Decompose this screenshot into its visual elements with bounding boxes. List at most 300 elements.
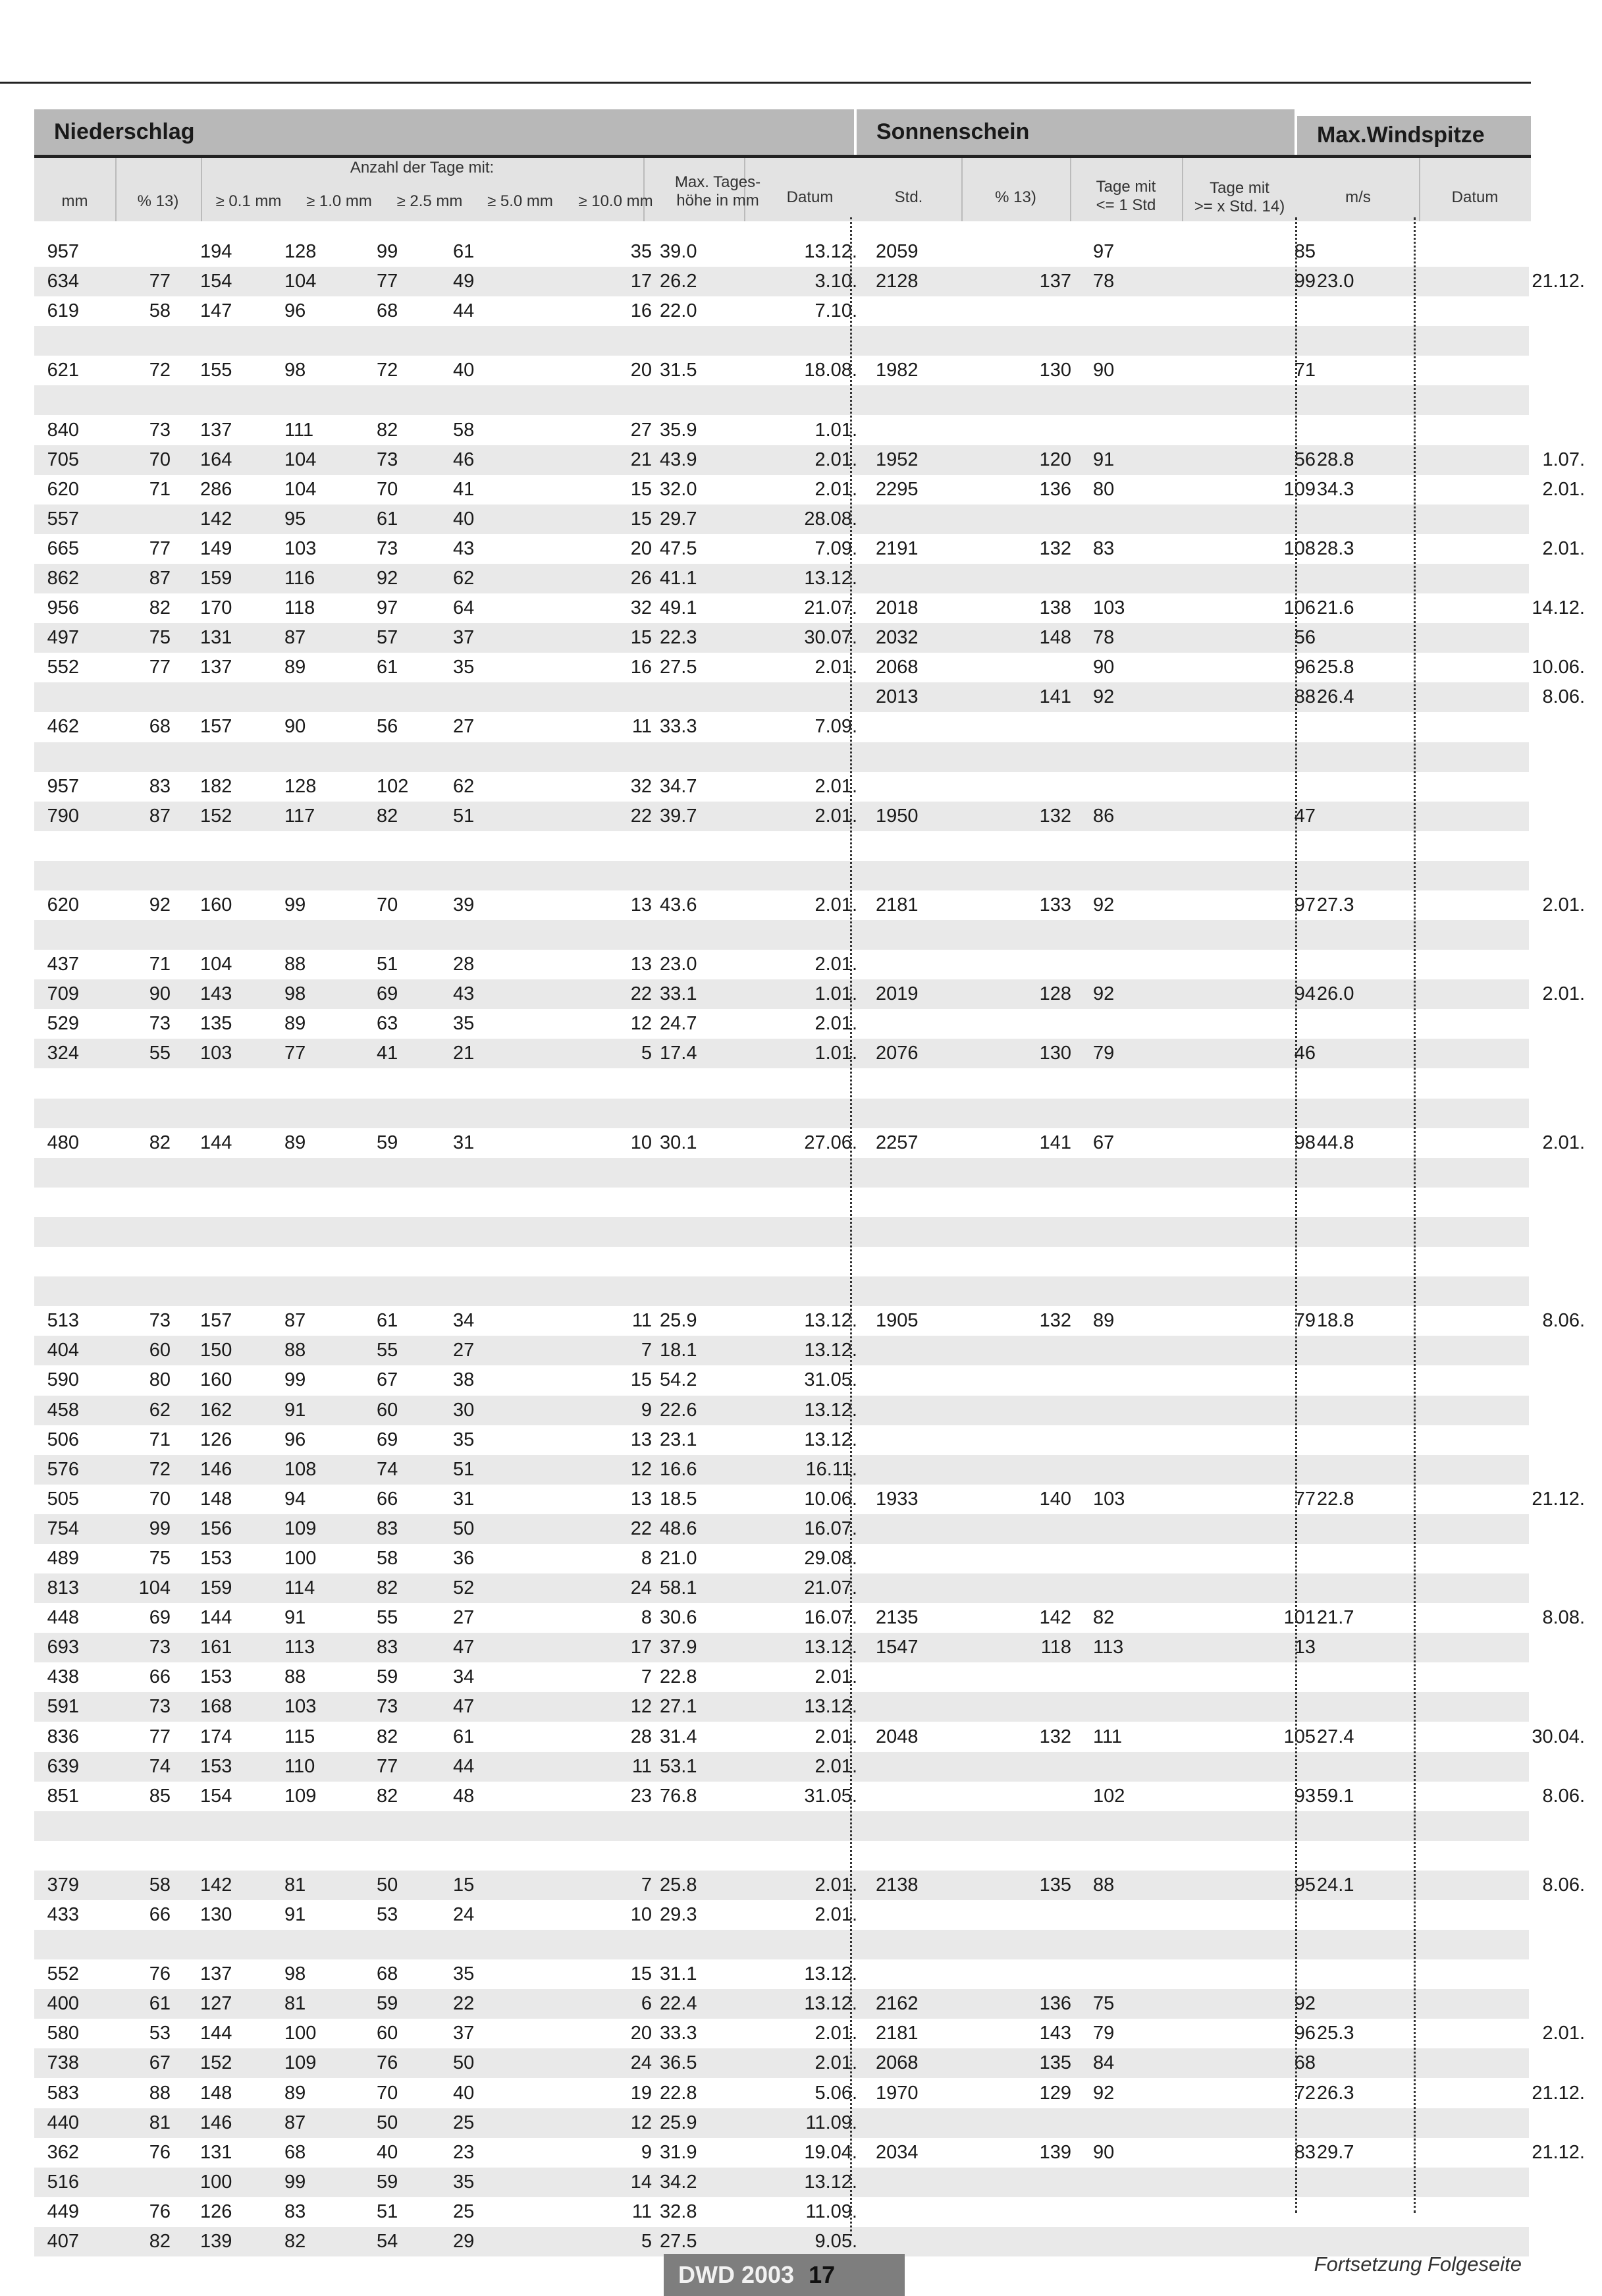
table-cell: 27.3 xyxy=(1317,894,1354,916)
table-cell: 21.12. xyxy=(1532,2082,1585,2104)
table-cell: 27.4 xyxy=(1317,1726,1354,1747)
table-cell: 25.9 xyxy=(660,1310,697,1332)
table-cell: 13.12. xyxy=(804,1429,857,1450)
table-cell xyxy=(1317,505,1396,534)
table-cell xyxy=(1317,416,1396,445)
table-cell xyxy=(1493,1365,1585,1395)
table-cell: 148 xyxy=(1039,627,1071,649)
table-cell: 557 xyxy=(47,508,79,530)
table-cell: 35 xyxy=(453,1013,475,1035)
table-cell: 141 xyxy=(1039,1132,1071,1153)
table-cell: 97 xyxy=(1093,241,1115,262)
table-cell xyxy=(1210,1009,1316,1039)
table-cell: 127 xyxy=(200,1993,232,2015)
table-cell: 53 xyxy=(149,2023,171,2044)
table-row xyxy=(34,682,1585,712)
table-cell xyxy=(876,861,948,890)
table-cell: 83 xyxy=(1294,2141,1316,2163)
table-cell xyxy=(284,831,370,861)
table-cell: 50 xyxy=(453,2052,475,2074)
table-cell: 26.2 xyxy=(660,271,697,292)
table-row xyxy=(34,979,1585,1009)
table-cell: 110 xyxy=(284,1755,315,1777)
table-cell xyxy=(1493,2048,1585,2078)
table-cell: 43 xyxy=(453,537,475,559)
table-cell xyxy=(131,505,171,534)
table-cell: 51 xyxy=(453,1458,475,1480)
table-cell xyxy=(876,1336,948,1365)
header-wind-datum: Datum xyxy=(1451,188,1499,206)
table-row xyxy=(34,1485,1585,1514)
table-cell: 709 xyxy=(47,983,79,1005)
table-cell xyxy=(1210,1544,1316,1573)
table-row xyxy=(34,1217,1529,1247)
table-cell xyxy=(284,1158,370,1188)
table-cell xyxy=(1493,1217,1585,1247)
table-cell: 41.1 xyxy=(660,567,697,589)
table-cell: 2.01. xyxy=(814,805,857,827)
table-cell: 108 xyxy=(1283,537,1316,559)
table-cell: 32 xyxy=(630,597,652,619)
table-cell: 18.8 xyxy=(1317,1310,1354,1332)
table-cell: 27 xyxy=(630,419,652,441)
table-cell: 70 xyxy=(377,478,398,500)
table-cell xyxy=(1493,2108,1585,2138)
section-title: Sonnenschein xyxy=(876,119,1030,144)
table-row xyxy=(34,1425,1529,1455)
table-cell xyxy=(1317,1930,1396,1959)
table-cell: 44.8 xyxy=(1317,1132,1354,1153)
table-row xyxy=(34,2079,1585,2108)
table-cell: 497 xyxy=(47,627,79,649)
table-cell: 82 xyxy=(149,2231,171,2253)
table-cell: 53 xyxy=(377,1904,398,1926)
table-cell xyxy=(979,1158,1071,1188)
table-cell: 80 xyxy=(1093,478,1115,500)
table-cell: 8 xyxy=(641,1547,652,1569)
table-cell: 1952 xyxy=(876,449,919,470)
table-cell: 92 xyxy=(1093,686,1115,708)
table-cell: 29.7 xyxy=(1317,2141,1354,2163)
table-cell xyxy=(284,1247,370,1276)
table-cell xyxy=(453,1247,539,1276)
table-cell: 164 xyxy=(200,449,232,470)
table-cell: 118 xyxy=(1040,1637,1071,1658)
table-cell xyxy=(979,1425,1071,1455)
table-cell: 64 xyxy=(453,597,475,619)
table-cell xyxy=(660,1276,752,1306)
table-row xyxy=(34,1900,1529,1930)
table-cell: 73 xyxy=(149,1696,171,1718)
table-cell xyxy=(1493,1989,1585,2019)
table-cell xyxy=(979,653,1071,682)
table-cell: 21.7 xyxy=(1317,1607,1354,1629)
table-cell xyxy=(453,1188,539,1217)
table-cell xyxy=(979,385,1071,415)
table-cell: 620 xyxy=(47,478,79,500)
table-cell xyxy=(765,1158,857,1188)
table-cell: 137 xyxy=(200,419,232,441)
table-cell: 82 xyxy=(377,805,398,827)
table-cell xyxy=(1493,296,1585,326)
table-cell: 92 xyxy=(1294,1993,1316,2015)
table-cell: 13.12. xyxy=(804,1399,857,1421)
table-cell: 128 xyxy=(284,775,317,797)
table-cell: 40 xyxy=(377,2141,398,2163)
table-cell: 89 xyxy=(284,1013,306,1035)
table-cell: 40 xyxy=(453,2082,475,2104)
table-cell xyxy=(1317,1633,1396,1662)
table-cell: 13 xyxy=(630,1488,652,1510)
table-cell: 61 xyxy=(377,1310,398,1332)
table-cell: 2295 xyxy=(876,478,919,500)
table-cell: 154 xyxy=(200,1785,232,1807)
table-row xyxy=(34,505,1529,534)
table-cell: 96 xyxy=(1294,657,1316,678)
table-cell: 2181 xyxy=(876,894,919,916)
table-cell: 99 xyxy=(284,2171,306,2193)
table-cell: 71 xyxy=(149,478,171,500)
table-cell: 154 xyxy=(200,271,232,292)
table-row xyxy=(34,296,1529,326)
table-cell: 8.08. xyxy=(1542,1607,1585,1629)
table-cell xyxy=(660,682,752,712)
table-cell: 70 xyxy=(377,894,398,916)
header-tage-gex-1: Tage mit xyxy=(1210,179,1269,197)
table-cell: 50 xyxy=(377,2112,398,2133)
table-cell: 2.01. xyxy=(814,1904,857,1926)
table-cell: 458 xyxy=(47,1399,79,1421)
table-cell: 54 xyxy=(377,2231,398,2253)
table-cell xyxy=(1093,564,1192,593)
table-cell: 137 xyxy=(200,1963,232,1985)
table-cell xyxy=(453,682,539,712)
header-tage-le1-2: <= 1 Std xyxy=(1096,196,1156,214)
table-cell: 1933 xyxy=(876,1488,919,1510)
table-cell: 61 xyxy=(149,1993,171,2015)
table-cell: 194 xyxy=(200,241,232,262)
table-cell xyxy=(1210,2108,1316,2138)
table-cell: 71 xyxy=(1294,360,1316,381)
table-cell: 168 xyxy=(200,1696,232,1718)
table-cell: 2.01. xyxy=(814,1013,857,1035)
table-cell: 147 xyxy=(200,300,232,322)
table-cell: 153 xyxy=(200,1755,232,1777)
table-cell: 21.12. xyxy=(1532,271,1585,292)
table-cell: 87 xyxy=(149,805,171,827)
table-cell xyxy=(1493,1544,1585,1573)
table-cell xyxy=(1493,2168,1585,2197)
table-cell xyxy=(1317,1158,1396,1188)
table-cell: 143 xyxy=(200,983,232,1005)
table-cell: 433 xyxy=(47,1904,79,1926)
table-row xyxy=(34,1752,1529,1782)
table-cell xyxy=(1317,1959,1396,1989)
table-cell xyxy=(131,1930,171,1959)
section-title: Niederschlag xyxy=(54,119,195,144)
table-cell: 1547 xyxy=(876,1637,919,1658)
table-cell: 790 xyxy=(47,805,79,827)
table-cell: 2138 xyxy=(876,1874,919,1896)
table-cell xyxy=(1210,1930,1316,1959)
table-cell xyxy=(33,742,79,772)
table-cell: 46 xyxy=(453,449,475,470)
table-row xyxy=(34,593,1585,623)
table-cell: 19.04. xyxy=(804,2141,857,2163)
header-std: Std. xyxy=(894,188,923,206)
table-cell xyxy=(453,861,539,890)
table-cell: 113 xyxy=(1093,1637,1124,1658)
table-cell xyxy=(1210,831,1316,861)
table-cell xyxy=(765,861,857,890)
table-cell: 41 xyxy=(453,478,475,500)
table-cell: 71 xyxy=(149,954,171,975)
table-cell xyxy=(979,1455,1071,1485)
table-cell xyxy=(979,1900,1071,1930)
table-cell: 705 xyxy=(47,449,79,470)
table-cell: 29 xyxy=(453,2231,475,2253)
table-cell: 2162 xyxy=(876,1993,919,2015)
table-cell xyxy=(979,1811,1071,1841)
table-cell: 7.09. xyxy=(814,537,857,559)
table-cell: 142 xyxy=(200,1874,232,1896)
table-cell xyxy=(1093,831,1192,861)
table-cell: 50 xyxy=(377,1874,398,1896)
table-cell xyxy=(979,1573,1071,1603)
table-cell: 22.0 xyxy=(660,300,697,322)
table-cell: 621 xyxy=(47,360,79,381)
table-cell: 15 xyxy=(453,1874,475,1896)
table-cell xyxy=(1317,712,1396,742)
table-cell: 83 xyxy=(284,2200,306,2222)
table-cell xyxy=(1493,1633,1585,1662)
table-cell: 73 xyxy=(377,537,398,559)
table-cell: 21.6 xyxy=(1317,597,1354,619)
table-cell xyxy=(979,861,1071,890)
table-cell: 25 xyxy=(453,2200,475,2222)
table-cell: 86 xyxy=(1093,805,1115,827)
table-cell: 2048 xyxy=(876,1726,919,1747)
table-cell: 102 xyxy=(377,775,409,797)
table-cell xyxy=(453,385,539,415)
table-cell xyxy=(1317,742,1396,772)
table-cell: 2.01. xyxy=(814,894,857,916)
table-cell xyxy=(876,772,948,802)
table-row xyxy=(34,1782,1585,1811)
table-cell xyxy=(1317,1247,1396,1276)
table-cell xyxy=(1493,1247,1585,1276)
table-cell: 516 xyxy=(47,2171,79,2193)
table-cell: 98 xyxy=(284,360,306,381)
table-cell xyxy=(876,1573,948,1603)
table-cell xyxy=(876,1811,948,1841)
table-cell xyxy=(550,920,652,950)
table-cell: 139 xyxy=(1039,2141,1071,2163)
table-cell xyxy=(1493,1069,1585,1099)
table-cell xyxy=(1210,2197,1316,2227)
table-cell xyxy=(765,1276,857,1306)
table-cell: 146 xyxy=(200,2112,232,2133)
table-cell xyxy=(1210,1217,1316,1247)
table-cell: 37.9 xyxy=(660,1637,697,1658)
table-cell: 85 xyxy=(149,1785,171,1807)
table-cell: 21.12. xyxy=(1532,1488,1585,1510)
table-cell xyxy=(1317,356,1396,385)
table-cell: 30.6 xyxy=(660,1607,697,1629)
table-row xyxy=(34,920,1529,950)
table-cell: 66 xyxy=(377,1488,398,1510)
table-cell: 28 xyxy=(453,954,475,975)
table-cell xyxy=(453,1158,539,1188)
table-cell xyxy=(1493,1009,1585,1039)
table-cell xyxy=(1317,1989,1396,2019)
table-cell: 1.07. xyxy=(1542,449,1585,470)
table-cell: 81 xyxy=(284,1993,306,2015)
table-cell: 88 xyxy=(284,1340,306,1361)
table-cell: 26 xyxy=(630,567,652,589)
table-cell xyxy=(1317,1396,1396,1425)
continuation-note: Fortsetzung Folgeseite xyxy=(1314,2253,1522,2276)
table-cell xyxy=(1493,1425,1585,1455)
table-cell: 81 xyxy=(149,2112,171,2133)
table-cell xyxy=(979,1188,1071,1217)
table-cell xyxy=(1210,2168,1316,2197)
table-cell xyxy=(1493,564,1585,593)
table-cell: 13.12. xyxy=(804,1637,857,1658)
table-cell: 75 xyxy=(1093,1993,1115,2015)
table-cell xyxy=(453,1099,539,1128)
table-row xyxy=(34,1603,1585,1633)
table-cell xyxy=(1093,1425,1192,1455)
table-cell: 16.07. xyxy=(804,1607,857,1629)
table-cell: 100 xyxy=(284,1547,317,1569)
table-cell xyxy=(131,1099,171,1128)
table-row xyxy=(34,1455,1529,1485)
table-cell: 76 xyxy=(149,2141,171,2163)
table-cell: 114 xyxy=(284,1577,315,1599)
table-cell xyxy=(1093,1662,1192,1692)
table-cell: 137 xyxy=(1039,271,1071,292)
table-cell: 118 xyxy=(284,597,315,619)
table-cell: 140 xyxy=(1039,1488,1071,1510)
table-cell: 68 xyxy=(377,1963,398,1985)
dotted-divider xyxy=(850,217,852,2236)
table-cell: 2032 xyxy=(876,627,919,649)
table-cell: 8 xyxy=(641,1607,652,1629)
table-cell: 117 xyxy=(284,805,315,827)
table-cell xyxy=(284,1217,370,1247)
header-ge-2.5mm: ≥ 2.5 mm xyxy=(396,192,463,210)
table-cell: 90 xyxy=(1093,2141,1115,2163)
table-cell: 16.6 xyxy=(660,1458,697,1480)
table-row xyxy=(34,1692,1529,1722)
table-cell: 2034 xyxy=(876,2141,919,2163)
table-cell xyxy=(1093,1158,1192,1188)
table-cell: 11 xyxy=(631,1755,652,1777)
table-cell: 135 xyxy=(1039,1874,1071,1896)
table-cell: 115 xyxy=(284,1726,315,1747)
table-cell xyxy=(1210,326,1316,356)
table-cell: 47 xyxy=(453,1696,475,1718)
table-cell: 51 xyxy=(377,2200,398,2222)
table-cell: 25.3 xyxy=(1317,2023,1354,2044)
table-cell xyxy=(765,1247,857,1276)
table-cell xyxy=(876,326,948,356)
table-cell: 94 xyxy=(284,1488,306,1510)
table-cell: 71 xyxy=(149,1429,171,1450)
table-cell xyxy=(1210,1752,1316,1782)
table-cell: 51 xyxy=(377,954,398,975)
table-cell xyxy=(33,1158,79,1188)
table-row xyxy=(34,802,1529,831)
table-cell: 99 xyxy=(284,1369,306,1391)
table-cell: 31.05. xyxy=(804,1369,857,1391)
table-cell xyxy=(1210,1425,1316,1455)
table-cell xyxy=(1093,1365,1192,1395)
table-cell: 27.5 xyxy=(660,657,697,678)
table-cell xyxy=(1317,296,1396,326)
table-cell: 82 xyxy=(377,1785,398,1807)
table-cell: 131 xyxy=(200,2141,232,2163)
table-cell: 98 xyxy=(1294,1132,1316,1153)
table-cell: 29.3 xyxy=(660,1904,697,1926)
table-cell: 11.09. xyxy=(805,2200,857,2222)
table-cell xyxy=(1093,505,1192,534)
table-cell: 66 xyxy=(149,1904,171,1926)
table-cell xyxy=(1093,1217,1192,1247)
table-cell xyxy=(979,416,1071,445)
table-cell: 59 xyxy=(377,1993,398,2015)
table-cell xyxy=(1317,1009,1396,1039)
table-cell: 12 xyxy=(630,2112,652,2133)
table-cell: 25.8 xyxy=(660,1874,697,1896)
table-cell xyxy=(131,1247,171,1276)
table-row xyxy=(34,772,1529,802)
table-cell xyxy=(979,1662,1071,1692)
table-cell: 57 xyxy=(377,627,398,649)
table-cell xyxy=(1210,1514,1316,1544)
table-cell: 957 xyxy=(47,241,79,262)
table-cell: 11 xyxy=(631,1310,652,1332)
table-cell: 58.1 xyxy=(660,1577,697,1599)
table-cell xyxy=(1210,920,1316,950)
table-cell: 157 xyxy=(200,716,232,738)
table-cell: 59 xyxy=(377,1132,398,1153)
table-cell xyxy=(453,1276,539,1306)
table-cell xyxy=(979,1396,1071,1425)
table-cell: 116 xyxy=(284,567,315,589)
table-cell: 47 xyxy=(453,1637,475,1658)
table-cell: 12 xyxy=(630,1013,652,1035)
table-row xyxy=(34,2138,1585,2168)
table-cell xyxy=(1493,1900,1585,1930)
table-cell: 56 xyxy=(1294,627,1316,649)
table-cell xyxy=(1493,1811,1585,1841)
table-cell: 2.01. xyxy=(1542,2023,1585,2044)
table-cell xyxy=(1210,1276,1316,1306)
table-cell xyxy=(1493,505,1585,534)
table-cell: 91 xyxy=(1093,449,1115,470)
table-cell: 2.01. xyxy=(1542,1132,1585,1153)
header-mm: mm xyxy=(61,192,88,210)
table-cell xyxy=(1093,385,1192,415)
table-cell: 16 xyxy=(630,657,652,678)
table-cell: 77 xyxy=(377,1755,398,1777)
table-cell: 27.06. xyxy=(804,1132,857,1153)
table-cell: 15 xyxy=(630,478,652,500)
table-cell xyxy=(660,742,752,772)
table-cell xyxy=(1093,1811,1192,1841)
